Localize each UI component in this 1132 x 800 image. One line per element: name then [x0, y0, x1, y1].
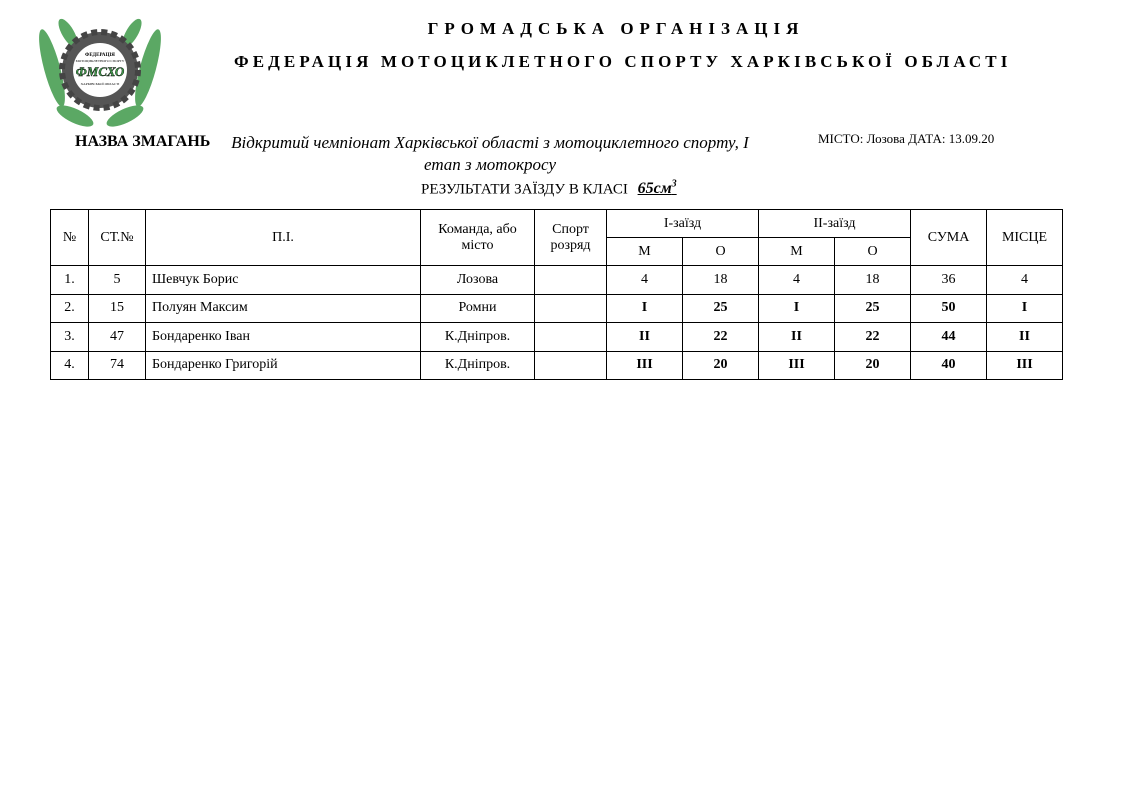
- cell-m2: 4: [759, 266, 835, 295]
- cell-rank: [535, 351, 607, 380]
- header-m2: М: [759, 238, 835, 266]
- table-row: [51, 266, 1063, 295]
- header-sum: СУМА: [911, 210, 987, 266]
- cell-m2: ІІІ: [759, 351, 835, 380]
- cell-m1: ІІІ: [607, 351, 683, 380]
- table-row: [51, 294, 1063, 323]
- cell-o2: 20: [835, 351, 911, 380]
- cell-o2: 22: [835, 323, 911, 352]
- results-label: РЕЗУЛЬТАТИ ЗАЇЗДУ В КЛАСІ: [421, 181, 628, 198]
- class-name: 65см: [637, 180, 672, 198]
- cell-rank: [535, 266, 607, 295]
- cell-num: 1.: [51, 266, 89, 295]
- header-team: Команда, або місто: [421, 210, 535, 266]
- cell-team: К.Дніпров.: [421, 351, 535, 380]
- cell-place: 4: [987, 266, 1063, 295]
- svg-text:ХАРКІВСЬКОЇ ОБЛАСТІ: ХАРКІВСЬКОЇ ОБЛАСТІ: [80, 82, 120, 86]
- header-race2: ІІ-заїзд: [759, 210, 911, 238]
- competition-label: НАЗВА ЗМАГАНЬ: [75, 133, 211, 150]
- svg-text:ФЕДЕРАЦІЯ: ФЕДЕРАЦІЯ: [85, 53, 115, 58]
- cell-sum: 36: [911, 266, 987, 295]
- cell-place: І: [987, 294, 1063, 323]
- cell-team: Лозова: [421, 266, 535, 295]
- cell-start: 15: [89, 294, 146, 323]
- cell-num: 2.: [51, 294, 89, 323]
- header-place: МІСЦЕ: [987, 210, 1063, 266]
- cell-name: Шевчук Борис: [146, 266, 421, 295]
- cell-num: 4.: [51, 351, 89, 380]
- cell-start: 5: [89, 266, 146, 295]
- header-rank: Спорт розряд: [535, 210, 607, 266]
- class-sup: 3: [671, 179, 677, 190]
- cell-rank: [535, 323, 607, 352]
- results-table: [50, 209, 1063, 380]
- cell-start: 74: [89, 351, 146, 380]
- svg-text:МОТОЦИКЛЕТНОГО СПОРТУ: МОТОЦИКЛЕТНОГО СПОРТУ: [75, 59, 125, 63]
- cell-o1: 25: [683, 294, 759, 323]
- cell-m1: ІІ: [607, 323, 683, 352]
- cell-num: 3.: [51, 323, 89, 352]
- cell-name: Бондаренко Іван: [146, 323, 421, 352]
- cell-sum: 40: [911, 351, 987, 380]
- cell-m2: ІІ: [759, 323, 835, 352]
- table-row: [51, 323, 1063, 352]
- svg-text:ФМСХО: ФМСХО: [75, 64, 125, 79]
- cell-team: К.Дніпров.: [421, 323, 535, 352]
- header-start: СТ.№: [89, 210, 146, 266]
- cell-o2: 18: [835, 266, 911, 295]
- header-m1: М: [607, 238, 683, 266]
- cell-m2: І: [759, 294, 835, 323]
- cell-name: Бондаренко Григорій: [146, 351, 421, 380]
- cell-o1: 20: [683, 351, 759, 380]
- competition-name: Відкритий чемпіонат Харківської області з мотоциклетного спорту, І етап з мотокросу: [231, 133, 749, 174]
- cell-place: ІІІ: [987, 351, 1063, 380]
- federation-title: ФЕДЕРАЦІЯ МОТОЦИКЛЕТНОГО СПОРТУ ХАРКІВСЬКОЇ ОБЛАСТІ: [234, 52, 1012, 71]
- header-o2: О: [835, 238, 911, 266]
- cell-o1: 18: [683, 266, 759, 295]
- results-heading: [421, 179, 677, 198]
- cell-place: ІІ: [987, 323, 1063, 352]
- cell-m1: І: [607, 294, 683, 323]
- table-row: [51, 351, 1063, 380]
- cell-m1: 4: [607, 266, 683, 295]
- cell-rank: [535, 294, 607, 323]
- header-o1: О: [683, 238, 759, 266]
- place-date: МІСТО: Лозова ДАТА: 13.09.20: [818, 131, 995, 146]
- cell-sum: 50: [911, 294, 987, 323]
- header-race1: І-заїзд: [607, 210, 759, 238]
- cell-name: Полуян Максим: [146, 294, 421, 323]
- cell-o2: 25: [835, 294, 911, 323]
- cell-team: Ромни: [421, 294, 535, 323]
- organization-title: ГРОМАДСЬКА ОРГАНІЗАЦІЯ: [427, 19, 805, 38]
- cell-sum: 44: [911, 323, 987, 352]
- header-num: №: [51, 210, 89, 266]
- cell-o1: 22: [683, 323, 759, 352]
- header-name: П.І.: [146, 210, 421, 266]
- class-value: [638, 180, 677, 197]
- cell-start: 47: [89, 323, 146, 352]
